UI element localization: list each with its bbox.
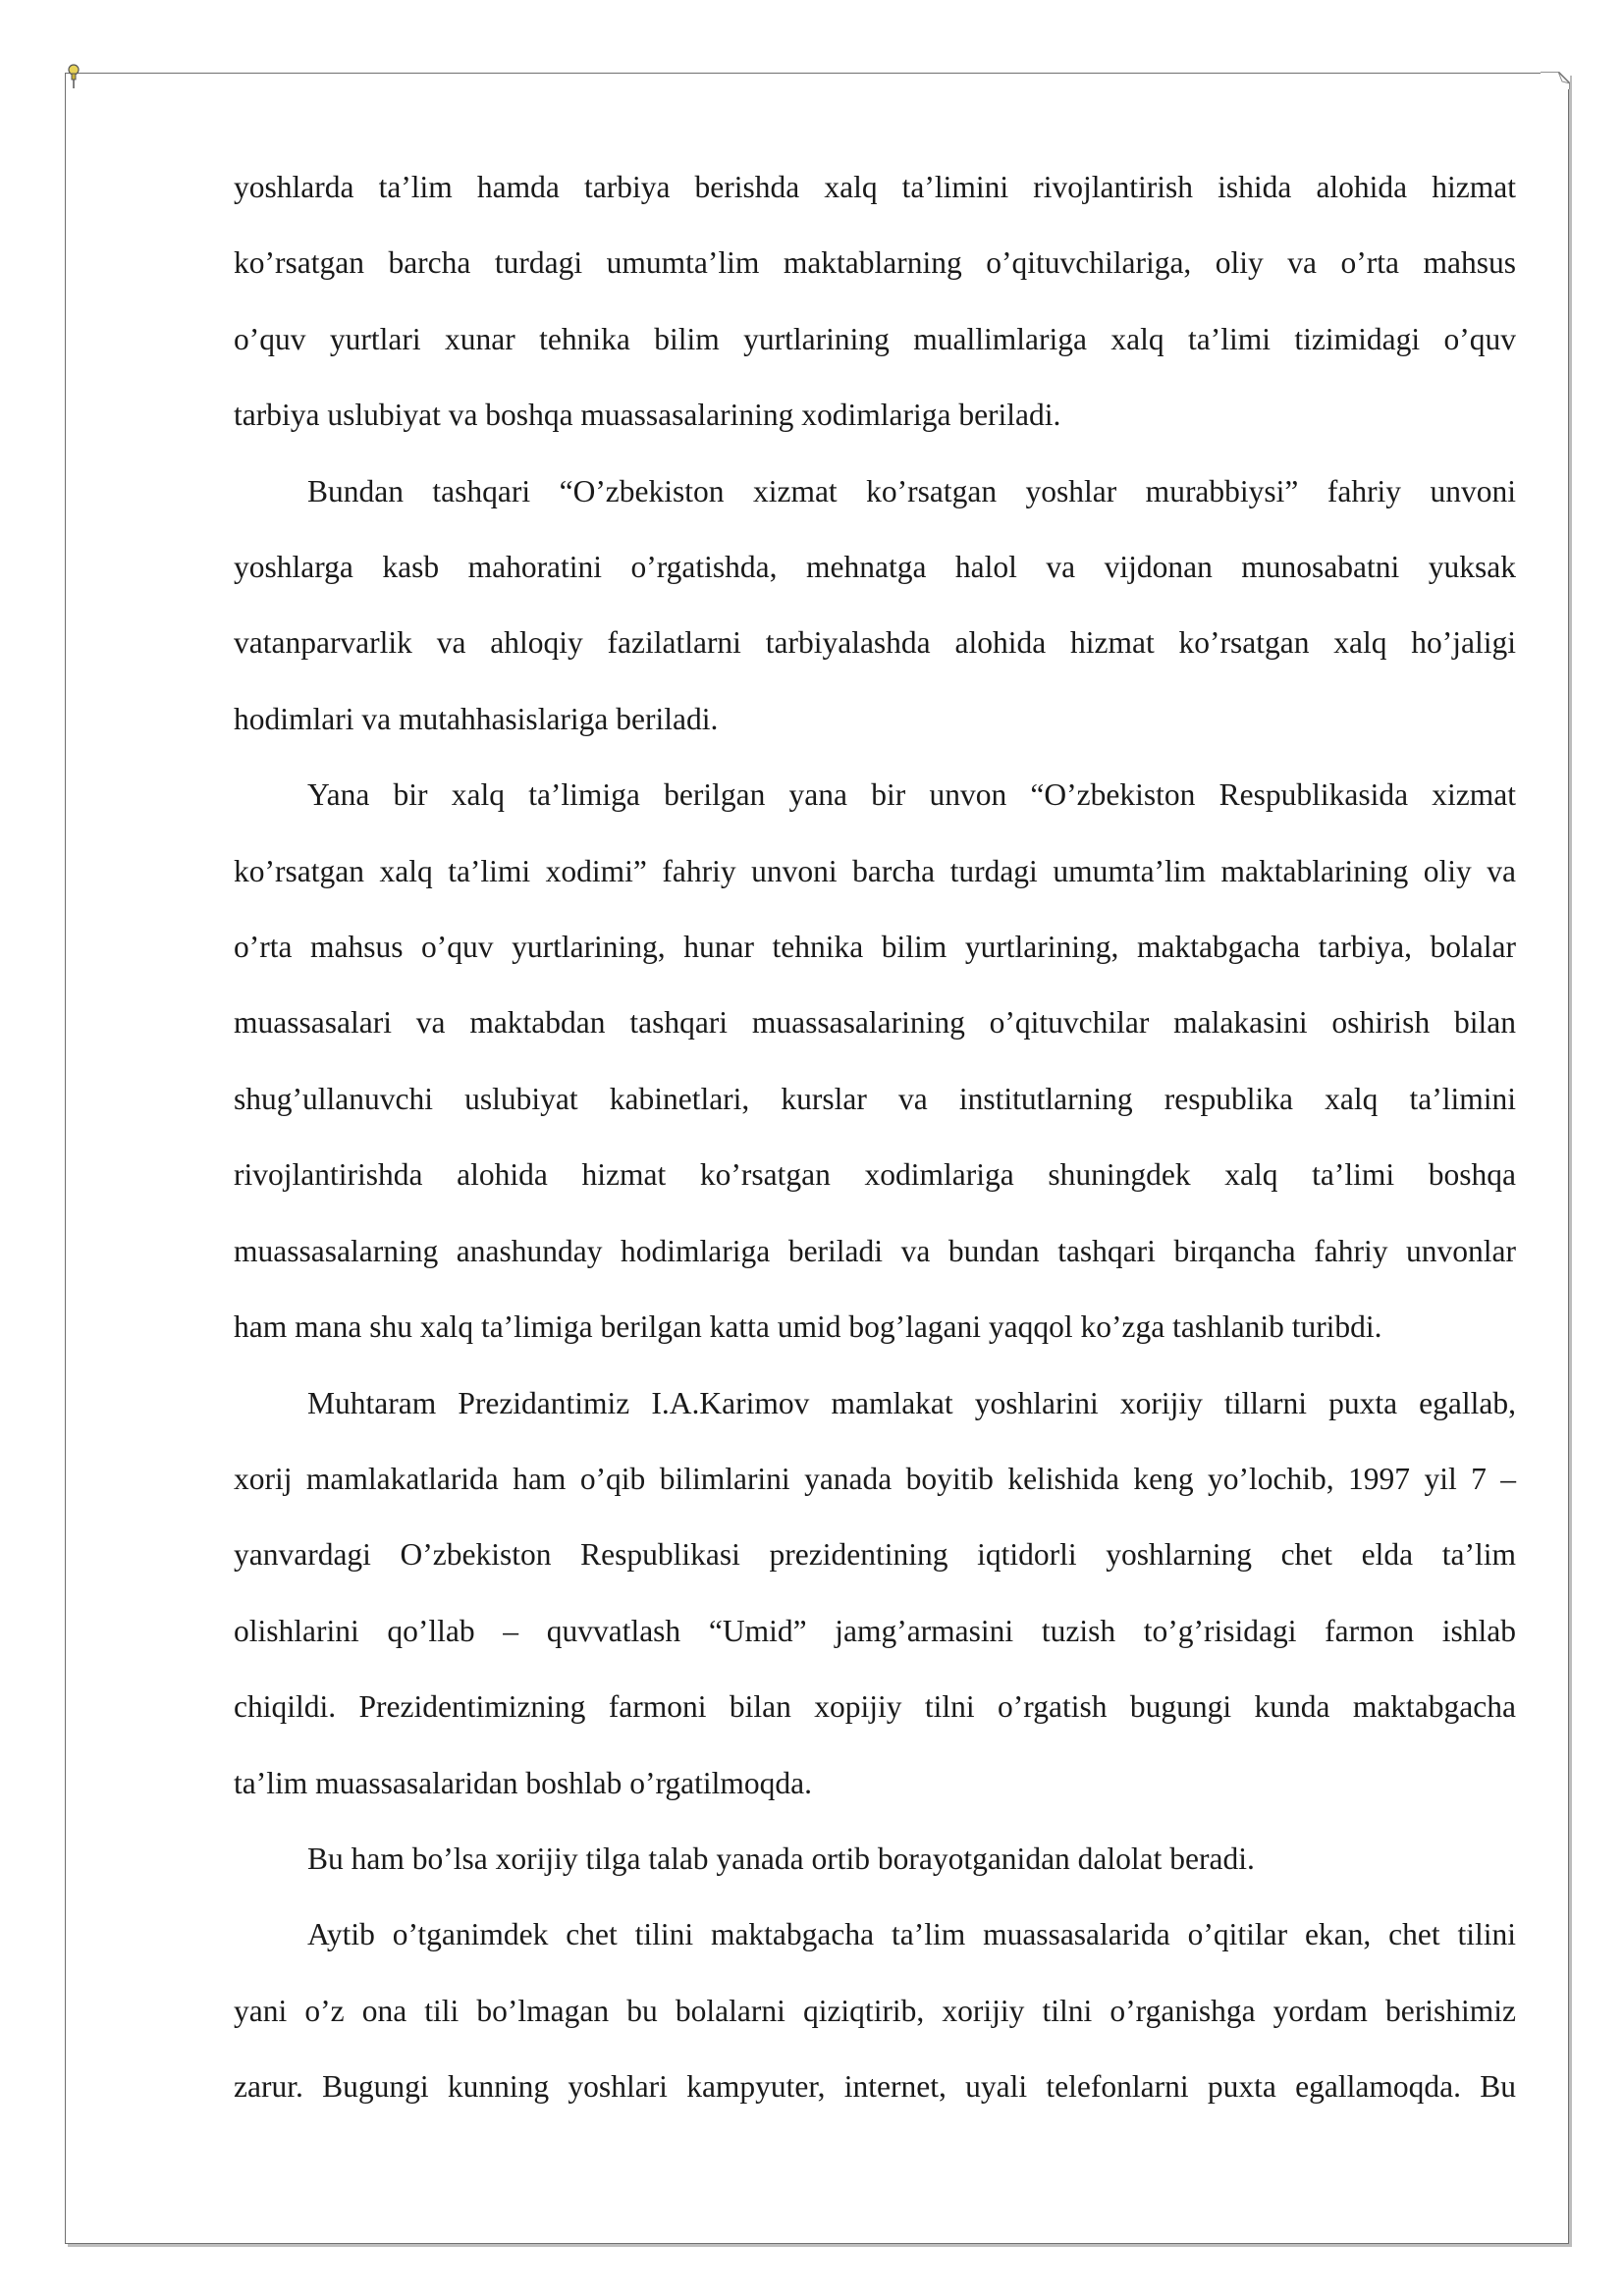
text-line: ko’rsatgan xalq ta’limi xodimi” fahriy unvoni barcha turdagi umumta’lim maktablarining oliy va: [234, 853, 1516, 888]
paragraph-3: [234, 757, 1516, 1289]
text-line: xorij mamlakatlarida ham o’qib bilimlarini yanada boyitib kelishida keng yo’lochib, 1997 yil 7 –: [234, 1461, 1516, 1496]
paragraph-4: [234, 1365, 1516, 1745]
text-line: vatanparvarlik va ahloqiy fazilatlarni tarbiyalashda alohida hizmat ko’rsatgan xalq ho’jaligi: [234, 625, 1516, 661]
text-line: Bu ham bo’lsa xorijiy tilga talab yanada ortib borayotganidan dalolat beradi.: [307, 1841, 1255, 1876]
paragraph-1-end: [234, 377, 1516, 453]
pushpin-icon: [65, 63, 82, 90]
text-line: yanvardagi O’zbekiston Respublikasi prezidentining iqtidorli yoshlarning chet elda ta’lim: [234, 1537, 1516, 1573]
text-line: Bundan tashqari “O’zbekiston xizmat ko’rsatgan yoshlar murabbiysi” fahriy unvoni: [307, 473, 1516, 508]
text-line: chiqildi. Prezidentimizning farmoni bilan xopijiy tilni o’rgatish bugungi kunda maktabgacha: [234, 1689, 1516, 1725]
paragraph-5: [234, 1821, 1516, 1896]
text-line: Muhtaram Prezidantimiz I.A.Karimov mamlakat yoshlarini xorijiy tillarni puxta egallab,: [307, 1385, 1516, 1420]
paragraph-2: [234, 454, 1516, 681]
paragraph-3-end: [234, 1289, 1516, 1364]
text-line: ko’rsatgan barcha turdagi umumta’lim maktablarning o’qituvchilariga, oliy va o’rta mahsus: [234, 245, 1516, 281]
text-line: muassasalari va maktabdan tashqari muassasalarining o’qituvchilar malakasini oshirish bilan: [234, 1005, 1516, 1041]
text-line: shug’ullanuvchi uslubiyat kabinetlari, kurslar va institutlarning respublika xalq ta’limini: [234, 1081, 1516, 1116]
text-line: ham mana shu xalq ta’limiga berilgan katta umid bog’lagani yaqqol ko’zga tashlanib turibdi.: [234, 1309, 1382, 1345]
text-line: rivojlantirishda alohida hizmat ko’rsatgan xodimlariga shuningdek xalq ta’limi boshqa: [234, 1157, 1516, 1193]
text-line: zarur. Bugungi kunning yoshlari kampyuter, internet, uyali telefonlarni puxta egallamoqda. Bu: [234, 2069, 1516, 2105]
text-line: Aytib o’tganimdek chet tilini maktabgacha ta’lim muassasalarida o’qitilar ekan, chet tilini: [307, 1917, 1516, 1952]
text-line: yoshlarda ta’lim hamda tarbiya berishda xalq ta’limini rivojlantirish ishida alohida hizmat: [234, 170, 1516, 204]
paragraph-1: [234, 149, 1516, 377]
text-line: olishlarini qo’llab – quvvatlash “Umid” jamg’armasini tuzish to’g’risidagi farmon ishlab: [234, 1613, 1516, 1648]
page-corner-fold: [1541, 72, 1570, 89]
text-line: tarbiya uslubiyat va boshqa muassasalarining xodimlariga beriladi.: [234, 398, 1061, 433]
paragraph-2-end: [234, 681, 1516, 757]
text-line: muassasalarning anashunday hodimlariga beriladi va bundan tashqari birqancha fahriy unvonlar: [234, 1233, 1516, 1268]
paragraph-4-end: [234, 1745, 1516, 1821]
text-line: yani o’z ona tili bo’lmagan bu bolalarni qiziqtirib, xorijiy tilni o’rganishga yordam berishimiz: [234, 1993, 1516, 2028]
text-line: yoshlarga kasb mahoratini o’rgatishda, mehnatga halol va vijdonan munosabatni yuksak: [234, 550, 1516, 585]
text-line: ta’lim muassasalaridan boshlab o’rgatilmoqda.: [234, 1765, 813, 1800]
text-line: hodimlari va mutahhasislariga beriladi.: [234, 701, 719, 736]
text-line: o’rta mahsus o’quv yurtlarining, hunar tehnika bilim yurtlarining, maktabgacha tarbiya, bolalar: [234, 930, 1516, 965]
document-body: [234, 149, 1516, 2125]
text-line: Yana bir xalq ta’limiga berilgan yana bir unvon “O’zbekiston Respublikasida xizmat: [307, 777, 1516, 813]
text-line: o’quv yurtlari xunar tehnika bilim yurtlarining muallimlariga xalq ta’limi tizimidagi o’quv: [234, 321, 1516, 356]
paragraph-6: [234, 1896, 1516, 2124]
